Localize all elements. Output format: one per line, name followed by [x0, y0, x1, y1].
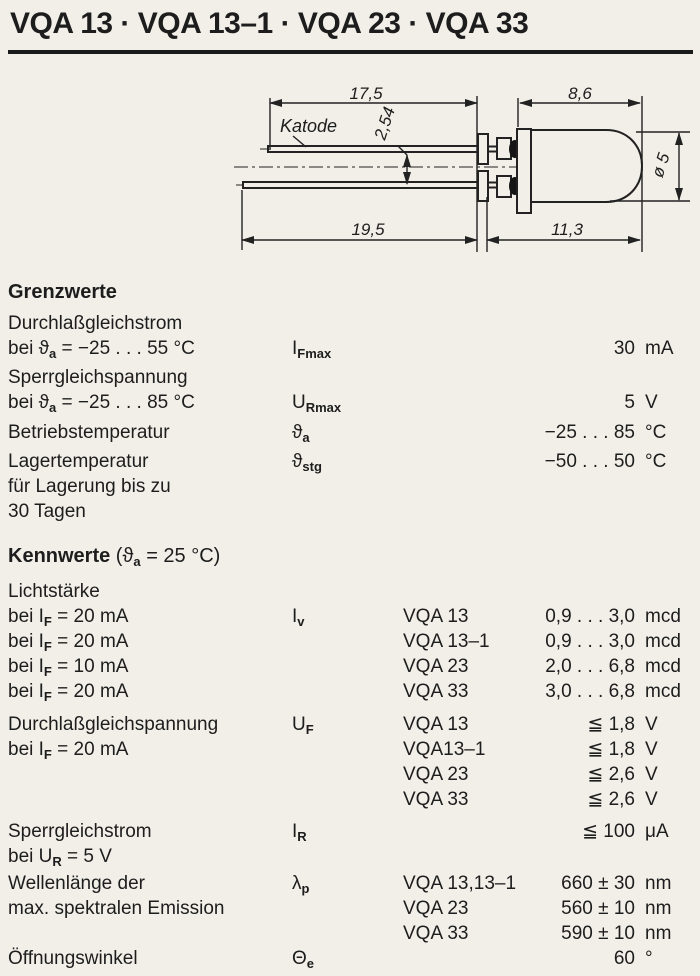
- dim-pitch-label: 2,54: [370, 104, 399, 142]
- row-symbol: [292, 474, 403, 499]
- row-label: max. spektralen Emission: [8, 898, 225, 919]
- led-drawing-svg: [0, 70, 700, 275]
- cathode-crimp-neck: [488, 147, 497, 152]
- row-unit: [635, 311, 700, 336]
- spec-row: [0, 819, 700, 844]
- cathode-lead: [268, 146, 478, 152]
- row-type: [403, 844, 533, 869]
- row-unit: V: [645, 392, 658, 413]
- row-value: [533, 579, 635, 604]
- row-symbol: [292, 499, 403, 524]
- spec-row: [0, 712, 700, 737]
- row-label: bei $U_R = 5$ V: [8, 846, 112, 869]
- row-value: 60: [613, 948, 635, 969]
- row-unit: [635, 579, 700, 604]
- row-unit: mcd: [645, 656, 681, 677]
- row-symbol: $I_v$: [292, 606, 305, 629]
- row-label: 30 Tagen: [8, 501, 86, 522]
- row-type: VQA 33: [403, 923, 469, 944]
- anode-crimp-1: [478, 171, 488, 201]
- row-symbol: [292, 365, 403, 390]
- row-label: bei $ϑ_a = -25$ . . . 55 °C: [8, 338, 195, 361]
- row-unit: μA: [645, 821, 669, 842]
- row-unit: V: [645, 764, 658, 785]
- row-symbol: $I_{Fmax}$: [292, 338, 332, 361]
- row-label: Lagertemperatur: [8, 451, 149, 472]
- spec-row: [0, 499, 700, 524]
- row-value: [533, 844, 635, 869]
- row-unit: V: [645, 714, 658, 735]
- row-symbol: [292, 629, 403, 654]
- row-symbol: $\lambda_p$: [292, 873, 310, 896]
- row-type: [403, 499, 533, 524]
- row-value: −25 . . . 85: [544, 422, 635, 443]
- row-label: Durchlaßgleichspannung: [8, 714, 219, 735]
- row-unit: mA: [645, 338, 674, 359]
- section-heading-grenzwerte: Grenzwerte: [8, 281, 117, 303]
- spec-row: [0, 654, 700, 679]
- row-value: 0,9 . . . 3,0: [545, 606, 635, 627]
- row-type: [403, 946, 533, 971]
- spec-row: [0, 896, 700, 921]
- row-label: Öffnungswinkel: [8, 948, 138, 969]
- row-value: 560 ± 10: [561, 898, 635, 919]
- title-rule: [8, 50, 693, 54]
- dim-dia-label: ø 5: [647, 150, 674, 180]
- spec-row: [0, 921, 700, 946]
- row-unit: [635, 474, 700, 499]
- row-type: [403, 336, 533, 361]
- spec-row: [0, 474, 700, 499]
- row-value: 3,0 . . . 6,8: [545, 681, 635, 702]
- row-label: Sperrgleichstrom: [8, 821, 152, 842]
- spec-row: [0, 390, 700, 415]
- row-unit: °C: [645, 422, 667, 443]
- row-unit: [635, 844, 700, 869]
- row-value: 30: [613, 338, 635, 359]
- row-unit: [635, 365, 700, 390]
- section-heading-kennwerte: Kennwerte ($ϑ_a = 25$ °C): [8, 545, 221, 569]
- spec-tables: [0, 280, 700, 971]
- row-type: VQA13–1: [403, 739, 486, 760]
- dim-19-5-label: 19,5: [351, 220, 385, 239]
- row-symbol: [292, 311, 403, 336]
- row-symbol: $ϑ_a$: [292, 422, 310, 445]
- row-value: ≦ 2,6: [587, 764, 635, 785]
- row-symbol: [292, 654, 403, 679]
- row-value: [533, 474, 635, 499]
- row-type: VQA 13: [403, 606, 469, 627]
- row-value: 590 ± 10: [561, 923, 635, 944]
- row-symbol: [292, 579, 403, 604]
- row-value: 2,0 . . . 6,8: [545, 656, 635, 677]
- row-value: −50 . . . 50: [544, 451, 635, 472]
- row-type: [403, 819, 533, 844]
- row-value: ≦ 1,8: [587, 739, 635, 760]
- row-type: [403, 579, 533, 604]
- spec-row: [0, 629, 700, 654]
- row-label: bei $I_F = 20$ mA: [8, 739, 129, 762]
- row-type: [403, 474, 533, 499]
- row-symbol: [292, 896, 403, 921]
- row-label: bei $ϑ_a = -25$ . . . 85 °C: [8, 392, 195, 415]
- row-value: ≦ 100: [582, 821, 635, 842]
- spec-row: [0, 449, 700, 474]
- row-symbol: $ϑ_{stg}$: [292, 451, 322, 474]
- spec-row: [0, 604, 700, 629]
- row-type: [403, 311, 533, 336]
- row-value: [533, 499, 635, 524]
- cathode-crimp-1: [478, 134, 488, 164]
- row-unit: V: [645, 789, 658, 810]
- row-unit: V: [645, 739, 658, 760]
- row-label: [8, 787, 292, 812]
- dim-8-6-label: 8,6: [568, 84, 592, 103]
- page-title: VQA 13 · VQA 13–1 · VQA 23 · VQA 33: [10, 7, 529, 40]
- row-type: VQA 23: [403, 764, 469, 785]
- row-symbol: $U_{Rmax}$: [292, 392, 342, 415]
- row-symbol: [292, 921, 403, 946]
- spec-row: [0, 365, 700, 390]
- row-type: VQA 13–1: [403, 631, 490, 652]
- row-unit: nm: [645, 898, 672, 919]
- spec-row: [0, 946, 700, 971]
- spec-row: [0, 311, 700, 336]
- row-value: 5: [624, 392, 635, 413]
- dim-17-5-label: 17,5: [349, 84, 383, 103]
- anode-crimp-2: [497, 176, 511, 197]
- row-symbol: [292, 787, 403, 812]
- row-unit: nm: [645, 923, 672, 944]
- row-label: bei $I_F = 20$ mA: [8, 606, 129, 629]
- row-label: [8, 921, 292, 946]
- row-symbol: [292, 844, 403, 869]
- dim-11-3-label: 11,3: [551, 220, 583, 239]
- row-label: bei $I_F = 20$ mA: [8, 681, 129, 704]
- spec-row: [0, 787, 700, 812]
- spec-row: [0, 420, 700, 445]
- row-type: VQA 23: [403, 898, 469, 919]
- row-unit: mcd: [645, 681, 681, 702]
- row-unit: mcd: [645, 631, 681, 652]
- led-dimension-drawing: [0, 70, 700, 275]
- row-symbol: [292, 762, 403, 787]
- spec-row: [0, 579, 700, 604]
- row-value: [533, 365, 635, 390]
- row-label: bei $I_F = 20$ mA: [8, 631, 129, 654]
- row-type: [403, 420, 533, 445]
- row-value: ≦ 2,6: [587, 789, 635, 810]
- led-flange: [517, 129, 531, 213]
- led-body: [531, 130, 642, 202]
- row-value: [533, 311, 635, 336]
- row-unit: °C: [645, 451, 667, 472]
- row-label: [8, 762, 292, 787]
- row-symbol: [292, 679, 403, 704]
- row-label: Sperrgleichspannung: [8, 367, 188, 388]
- row-unit: °: [645, 948, 653, 969]
- row-type: [403, 449, 533, 474]
- row-type: VQA 13,13–1: [403, 873, 517, 894]
- anode-lead: [243, 182, 478, 188]
- row-unit: nm: [645, 873, 672, 894]
- row-unit: [635, 499, 700, 524]
- cathode-crimp-2: [497, 138, 511, 159]
- row-symbol: $I_R$: [292, 821, 307, 844]
- row-label: Betriebstemperatur: [8, 422, 170, 443]
- spec-row: [0, 871, 700, 896]
- row-value: 0,9 . . . 3,0: [545, 631, 635, 652]
- row-value: ≦ 1,8: [587, 714, 635, 735]
- spec-row: [0, 844, 700, 869]
- spec-row: [0, 762, 700, 787]
- row-label: bei $I_F = 10$ mA: [8, 656, 129, 679]
- row-type: VQA 13: [403, 714, 469, 735]
- row-symbol: [292, 737, 403, 762]
- row-label: Wellenlänge der: [8, 873, 145, 894]
- row-type: [403, 365, 533, 390]
- cathode-label: Katode: [280, 116, 338, 136]
- spec-row: [0, 737, 700, 762]
- row-label: Lichtstärke: [8, 581, 100, 602]
- row-type: VQA 23: [403, 656, 469, 677]
- row-symbol: $U_F$: [292, 714, 314, 737]
- row-label: Durchlaßgleichstrom: [8, 313, 183, 334]
- spec-row: [0, 336, 700, 361]
- anode-crimp-neck: [488, 183, 497, 188]
- row-type: [403, 390, 533, 415]
- row-symbol: $\Theta_e$: [292, 948, 315, 971]
- row-value: 660 ± 30: [561, 873, 635, 894]
- spec-row: [0, 679, 700, 704]
- row-unit: mcd: [645, 606, 681, 627]
- row-label: für Lagerung bis zu: [8, 476, 171, 497]
- row-type: VQA 33: [403, 681, 469, 702]
- row-type: VQA 33: [403, 789, 469, 810]
